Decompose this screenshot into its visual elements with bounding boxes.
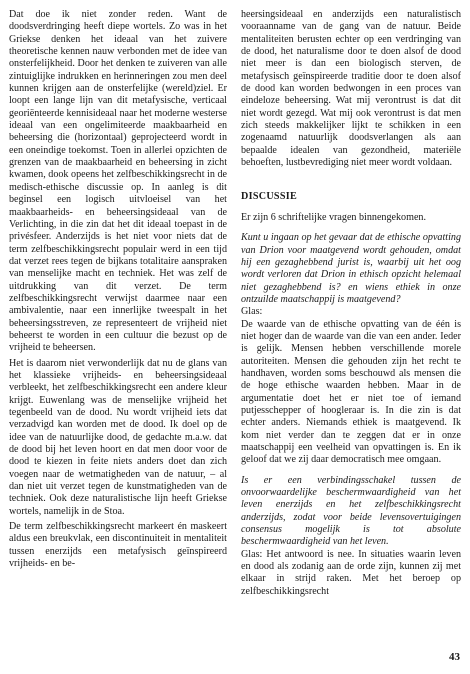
page-number: 43 (449, 651, 460, 663)
speaker-label: Glas: (241, 548, 263, 560)
right-column (241, 9, 461, 598)
body-paragraph: De term zelfbeschikkingsrecht markeert én maskeert aldus een breukvlak, een discontinuiteit in mentaliteit tussen enerzijds een metafysisch geïnspireerd vrijheids- en be- (9, 521, 227, 570)
question-text: Is er een verbindingsschakel tussen de onvoorwaardelijke beschermwaardigheid van het leven enerzijds en het zelfbeschikkingsrecht anderzijds, zodat voor beide levensovertuigingen consensus mogelijk is tot absolute beschermwaardigheid van het leven. (241, 474, 461, 548)
left-column (9, 9, 227, 570)
question-text: Kunt u ingaan op het gevaar dat de ethische opvatting van Drion voor maatgevend wordt gehouden, omdat hij een gezaghebbend jurist is, waarbij uit het oog wordt verloren dat Drion in ethisch opzicht helemaal niet gezaghebbend is? en wiens ethiek in onze ontzuilde maatschappij is maatgevend? (241, 232, 461, 305)
answer-body: Het antwoord is nee. In situaties waarin leven en dood als zodanig aan de orde zijn, kunnen zij met elkaar in strijd raken. Met het beroep op zelfbeschikkingsrecht (241, 548, 461, 597)
section-heading: DISCUSSIE (241, 191, 297, 203)
speaker-label: Glas: (241, 306, 263, 318)
body-paragraph: Het is daarom niet verwonderlijk dat nu de glans van het klassieke vrijheids- en beheersingsideaal verbleekt, het zelfbeschikkingsrecht een andere kleur krijgt. Euwenlang was de menselijke vrijheid het tegenbeeld van de dood. Nu wordt vrijheid iets dat verzadvigd kan worden met de dood. Ik doel op de idee van de natuurlijke dood, de gedachte m.a.w. dat de dood bij het leven hoort en dat men door voor de dood te kiezen in feite niets anders doet dan zich voegen naar de wetmatigheden van de natuur, – al dan niet uit verzet tegen de kunstmatigheden van de techniek. Ook deze naturalistische lijn heeft Griekse wortels, namelijk in de Stoa. (9, 357, 227, 517)
answer-text (241, 549, 461, 598)
discussion-intro: Er zijn 6 schriftelijke vragen binnengekomen. (241, 211, 426, 223)
body-paragraph: Dat doe ik niet zonder reden. Want de doodsverdringing heeft diepe wortels. Zo was in het Griekse denken het ideaal van het zuivere theoretische kennen nauw verbonden met de idee van onsterfelijkheid. Door het denken te zuiveren van alle zintuiglijke indrukken en herinneringen zou men deel kunnen krijgen aan de onsterfelijke (wereld)ziel. Er loopt een lange lijn van dit metafysische, verticaal georiënteerde kennisideaal naar het moderne westerse ideaal van een ongelimiteerde maakbaarheid en beheersing die (horizontaal) geprojecteerd wordt in een oneindige toekomst. Toen in allerlei opzichten de grenzen van de maakbaarheid en beheersing in zicht kwamen, dook opeens het zelfbeschikkingsrecht in de medisch-ethische discussie op. In aanleg is dit beginsel een logisch uitvloeisel van het maakbaarheids- en beheersingsideaal van de Verlichting, in die zin dat het dit ideaal toepast in de privésfeer. Anderzijds is het niet voor niets dat de term zelfbeschikkingsrecht populair werd in een tijd dat verzet rees tegen de bijkans totalitaire aanspraken van menselijke macht en techniek. Het was zelf de uitdrukking van dit verzet. De term zelfbeschikkingsrecht verwijst daarmee naar een ambivalentie, naar een innerlijke tweespalt in het beheersingsstreven, ze representeert de vrijheid niet beheerst te worden in een cultuur die bezust op de vrijheid te beheersen. (9, 9, 227, 354)
body-paragraph: heersingsideaal en anderzijds een naturalistisch vooraanname van de gang van de natuur. Beide mentaliteiten berusten echter op een verdringing van de dood, het naturalisme door te doen alsof de dood niet meer is dan een biologisch sterven, de metafysisch geïnspireerde traditie door te doen alsof de dood kan worden bedwongen in een proces van eindeloze beheersing. Wat mij verontrust is dat dit niet wordt gezegd. Wat mij ook verontrust is dat men zich steeds makkelijker lijkt te schikken in een zogenaamd natuurlijk doodsverlangen als aan bepaalde idealen van gezondheid, materiële behoeften, lustbevrediging niet meer wordt voldaan. (241, 9, 461, 169)
answer-text: De waarde van de ethische opvatting van de één is niet hoger dan de waarde van die van een ander. Ieder is gelijk. Mensen hebben verschillende morele autoriteiten. Mensen die gehouden zijn het recht te handhaven, worden soms beschouwd als mensen die de hoge ethische waarden hebben. Maar in de argumentatie doet het er niet toe of iemand putjesschepper of hoogleraar is. In die zin is dat echter anders. Niemands ethiek is maatgevend. Ik kom niet verder dan te zeggen dat er in onze maatschappij een veelheid van opvattingen is. En ik geloof dat we zij daar democratisch mee omgaan. (241, 318, 461, 466)
